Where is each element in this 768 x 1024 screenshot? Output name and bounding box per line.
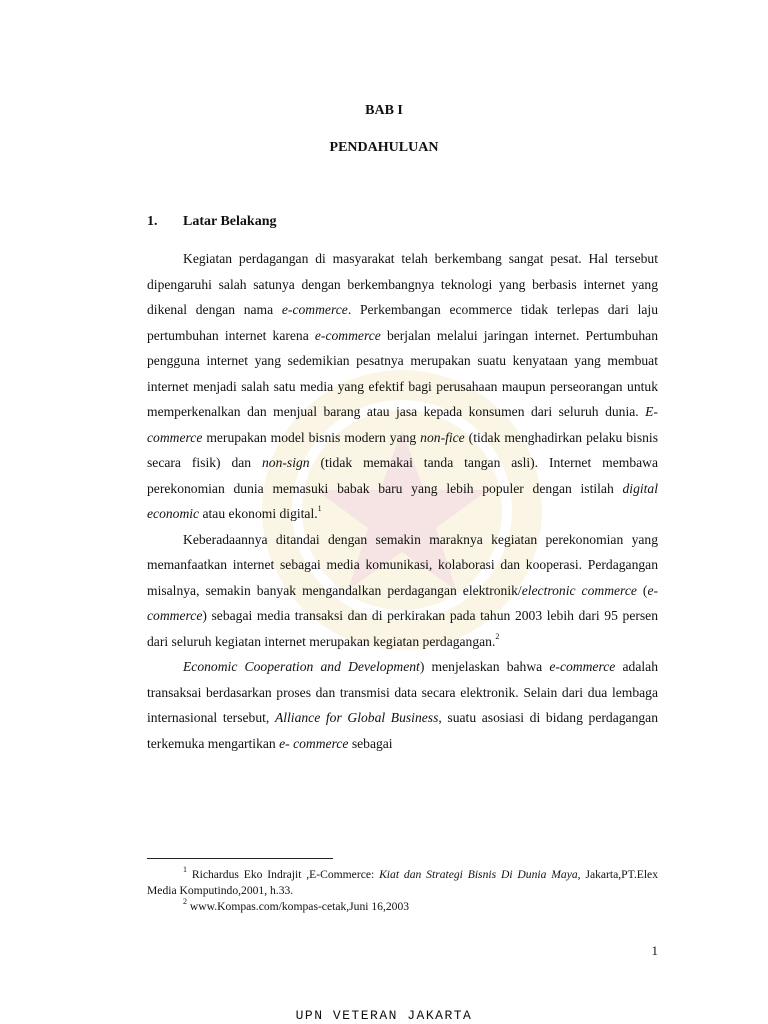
italic-term: Alliance for Global Business [274, 710, 439, 725]
italic-term: electronic commerce [521, 582, 637, 598]
section-heading [147, 214, 276, 230]
section-title: Latar Belakang [183, 214, 277, 229]
chapter-heading: BAB I [365, 103, 403, 118]
paragraph [147, 246, 658, 527]
text-run: sebagai [348, 735, 393, 751]
text-run: atau ekonomi digital. [199, 506, 318, 521]
footnotes [147, 867, 658, 915]
paragraph [147, 654, 658, 756]
italic-term: digital economic [147, 480, 658, 521]
italic-term: Kiat dan Strategi Bisnis Di Dunia Maya, [379, 868, 581, 881]
italic-term: non-sign [261, 455, 310, 470]
footnote-marker: 2 [183, 897, 187, 907]
italic-term: E-commerce [147, 404, 658, 445]
text-run: merupakan model bisnis modern yang [202, 429, 421, 445]
paragraph [147, 527, 658, 655]
text-run: (tidak menghadirkan pelaku bisnis secara fisik) dan [147, 429, 658, 470]
text-run: ) menjelaskan bahwa [419, 659, 550, 674]
text-run: . Perkembangan ecommerce tidak terlepas dari laju pertumbuhan internet karena [147, 302, 658, 343]
italic-term: e-commerce [549, 659, 616, 674]
text-run: www.Kompas.com/kompas-cetak,Juni 16,2003 [187, 900, 410, 913]
text-run: adalah transaksai berdasarkan proses dan transmisi data secara elektronik. Selain dari dua lembaga internasional tersebut, [147, 659, 658, 725]
text-run: Keberadaannya ditandai dengan semakin maraknya kegiatan perekonomian yang memanfaatkan internet sebagai media komunikasi, kolaborasi dan kooperasi. Perdagangan misalnya, semakin banyak mengandalkan perdagangan elektronik/ [147, 531, 658, 598]
page-number: 1 [651, 943, 658, 958]
text-run: (tidak memakai tanda tangan asli). Internet membawa perekonomian dunia memasuki babak baru yang lebih populer dengan istilah [147, 455, 658, 496]
footnote-marker: 1 [317, 504, 322, 514]
text-run: Jakarta,PT.Elex Media Komputindo,2001, h.33. [147, 868, 658, 897]
text-run: Kegiatan perdagangan di masyarakat telah berkembang sangat pesat. Hal tersebut dipengaruhi salah satunya dengan berkembangnya teknologi yang berbasis internet yang dikenal dengan nama [147, 251, 658, 317]
text-run: Richardus Eko Indrajit ,E-Commerce: [187, 868, 380, 881]
chapter-title: PENDAHULUAN [329, 140, 439, 155]
body-text [147, 246, 658, 756]
italic-term: e-commerce [314, 327, 381, 343]
text-run: ( [636, 582, 648, 598]
section-number: 1. [147, 214, 158, 229]
footnote-separator [147, 858, 333, 859]
footnote-marker: 2 [495, 631, 500, 641]
text-run: berjalan melalui jaringan internet. Pertumbuhan pengguna internet yang sedemikian pesatnya merupakan suatu kenyataan yang membuat internet menjadi salah satu media yang efektif bagi perusahaan maupun perseorangan untuk memperkenalkan dan menjual barang atau jasa kepada konsumen dari seluruh dunia. [147, 327, 658, 419]
footnote-marker: 1 [183, 865, 187, 875]
text-run: ) sebagai media transaksi dan di perkirakan pada tahun 2003 lebih dari 95 persen dari seluruh kegiatan internet merupakan kegiatan perdagangan. [147, 608, 658, 649]
italic-term: e-commerce [281, 302, 348, 317]
footnote [147, 867, 658, 899]
italic-term: Economic Cooperation and Development [183, 659, 420, 674]
italic-term: non-fice [420, 429, 465, 445]
italic-term: e- commerce [279, 735, 349, 751]
footnote [147, 899, 658, 915]
italic-term: e-commerce [147, 582, 659, 623]
text-run: , suatu asosiasi di bidang perdagangan terkemuka mengartikan [147, 710, 658, 751]
page-footer: UPN VETERAN JAKARTA [295, 1008, 473, 1023]
